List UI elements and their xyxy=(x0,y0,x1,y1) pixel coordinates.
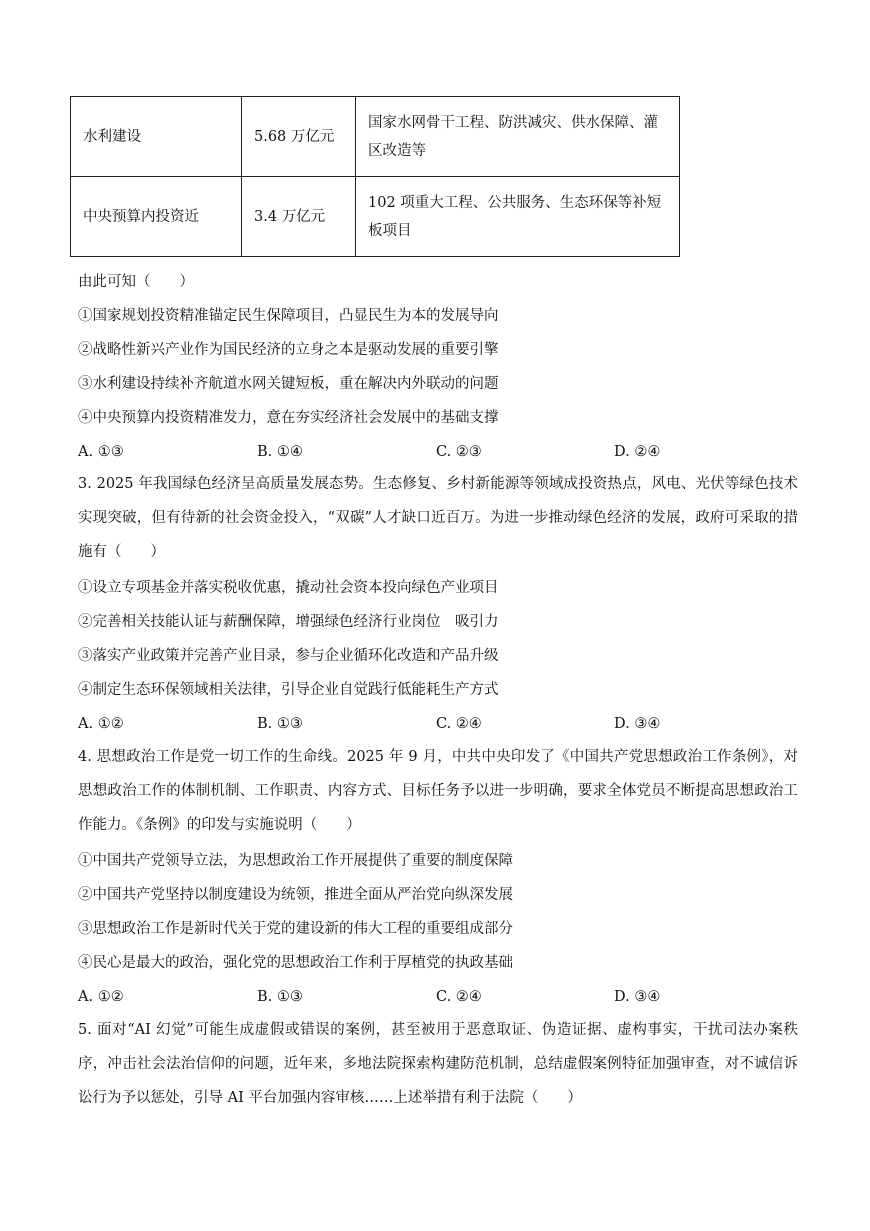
q4-option-d: D. ③④ xyxy=(614,989,661,1005)
q4-item-2: ②中国共产党坚持以制度建设为统领，推进全面从严治党向纵深发展 xyxy=(78,887,513,903)
table-cell-name: 水利建设 xyxy=(71,97,242,177)
investment-table xyxy=(70,96,680,257)
q3-option-a: A. ①② xyxy=(78,716,124,732)
q2-item-1: ①国家规划投资精准锚定民生保障项目，凸显民生为本的发展导向 xyxy=(78,308,499,324)
q4-item-4: ④民心是最大的政治，强化党的思想政治工作利于厚植党的执政基础 xyxy=(78,955,513,971)
table-row xyxy=(71,97,680,177)
q2-item-4: ④中央预算内投资精准发力，意在夯实经济社会发展中的基础支撑 xyxy=(78,410,499,426)
q3-stem: 3. 2025 年我国绿色经济呈高质量发展态势。生态修复、乡村新能源等领域成投资热点，风电、光伏等绿色技术实现突破，但有待新的社会资金投入，“双碳”人才缺口近百万。为进一步推动绿色经济的发展，政府可采取的措施有（ ） xyxy=(78,476,798,560)
q4-option-c: C. ②④ xyxy=(436,989,482,1005)
q4-item-3: ③思想政治工作是新时代关于党的建设新的伟大工程的重要组成部分 xyxy=(78,921,513,937)
q2-option-d: D. ②④ xyxy=(614,444,661,460)
table-cell-desc: 102 项重大工程、公共服务、生态环保等补短板项目 xyxy=(356,177,680,257)
q3-item-3: ③落实产业政策并完善产业目录，参与企业循环化改造和产品升级 xyxy=(78,648,499,664)
q4-stem: 4. 思想政治工作是党一切工作的生命线。2025 年 9 月，中共中央印发了《中国共产党思想政治工作条例》，对思想政治工作的体制机制、工作职责、内容方式、目标任务予以进一步明确，要求全体党员不断提高思想政治工作能力。《条例》的印发与实施说明（ ） xyxy=(78,749,798,833)
q3-option-d: D. ③④ xyxy=(614,716,661,732)
q3-option-c: C. ②④ xyxy=(436,716,482,732)
table-cell-name: 中央预算内投资近 xyxy=(71,177,242,257)
q2-option-c: C. ②③ xyxy=(436,444,482,460)
table-cell-amount: 5.68 万亿元 xyxy=(242,97,356,177)
table-cell-desc: 国家水网骨干工程、防洪减灾、供水保障、灌区改造等 xyxy=(356,97,680,177)
table-cell-amount: 3.4 万亿元 xyxy=(242,177,356,257)
q4-option-b: B. ①③ xyxy=(257,989,303,1005)
q3-item-1: ①设立专项基金并落实税收优惠，撬动社会资本投向绿色产业项目 xyxy=(78,580,499,596)
q2-option-a: A. ①③ xyxy=(78,444,124,460)
q3-option-b: B. ①③ xyxy=(257,716,303,732)
q2-item-2: ②战略性新兴产业作为国民经济的立身之本是驱动发展的重要引擎 xyxy=(78,342,499,358)
q4-item-1: ①中国共产党领导立法，为思想政治工作开展提供了重要的制度保障 xyxy=(78,853,513,869)
q2-stem: 由此可知（ ） xyxy=(78,274,194,290)
q3-item-2: ②完善相关技能认证与薪酬保障，增强绿色经济行业岗位 吸引力 xyxy=(78,614,499,630)
table-row xyxy=(71,177,680,257)
q5-stem: 5. 面对“AI 幻觉”可能生成虚假或错误的案例，甚至被用于恶意取证、伪造证据、虚构事实，干扰司法办案秩序，冲击社会法治信仰的问题，近年来，多地法院探索构建防范机制，总结虚假案例特征加强审查，对不诚信诉讼行为予以惩处，引导 AI 平台加强内容审核……上述举措有利于法院（ ） xyxy=(78,1022,798,1106)
q2-item-3: ③水利建设持续补齐航道水网关键短板，重在解决内外联动的问题 xyxy=(78,376,499,392)
q4-option-a: A. ①② xyxy=(78,989,124,1005)
q2-option-b: B. ①④ xyxy=(257,444,303,460)
q3-item-4: ④制定生态环保领域相关法律，引导企业自觉践行低能耗生产方式 xyxy=(78,682,499,698)
